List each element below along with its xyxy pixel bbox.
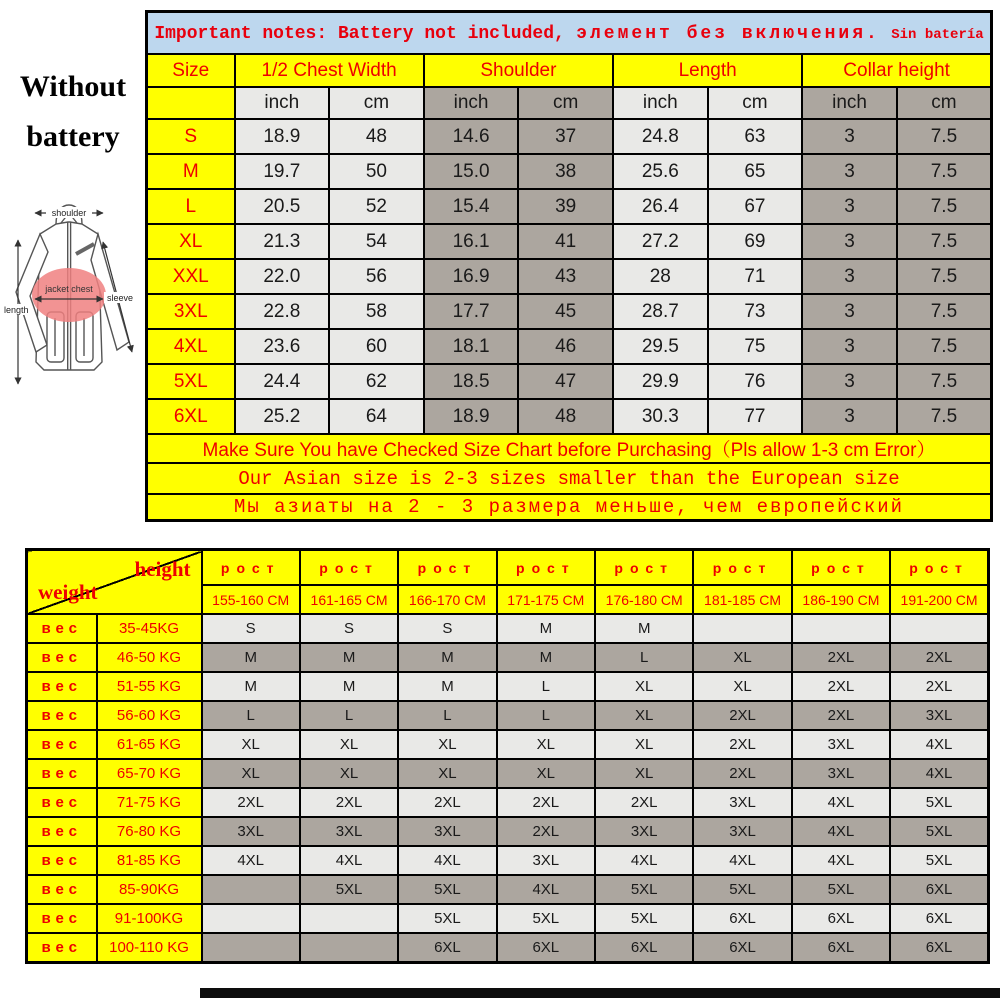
measurement-cell: 75 <box>708 329 803 364</box>
recommended-size-cell: XL <box>497 730 595 759</box>
recommended-size-cell: 4XL <box>300 846 398 875</box>
recommended-size-cell: M <box>202 643 300 672</box>
recommended-size-cell: XL <box>595 759 693 788</box>
recommended-size-cell: 2XL <box>202 788 300 817</box>
fit-table-row <box>27 614 989 643</box>
recommended-size-cell: M <box>497 614 595 643</box>
weight-range-cell: 76-80 KG <box>97 817 202 846</box>
column-group-header-row <box>147 54 992 87</box>
height-range-cell: 176-180 CM <box>595 585 693 614</box>
rost-header-cell: рост <box>300 550 398 586</box>
measurement-cell: 22.8 <box>235 294 330 329</box>
height-range-cell: 186-190 CM <box>792 585 890 614</box>
ves-label-cell: вес <box>27 701 97 730</box>
recommended-size-cell: XL <box>693 643 791 672</box>
measurement-cell: 48 <box>518 399 613 434</box>
measurement-cell: 24.4 <box>235 364 330 399</box>
size-column-header: Size <box>147 54 235 87</box>
measurement-cell: 63 <box>708 119 803 154</box>
recommended-size-cell: M <box>398 643 496 672</box>
recommended-size-cell: 5XL <box>398 904 496 933</box>
recommended-size-cell: S <box>398 614 496 643</box>
rost-header-cell: рост <box>693 550 791 586</box>
without-battery-label <box>4 62 142 161</box>
recommended-size-cell: 2XL <box>497 817 595 846</box>
recommended-size-cell: 5XL <box>595 875 693 904</box>
recommended-size-cell: 4XL <box>202 846 300 875</box>
recommended-size-cell: 4XL <box>792 817 890 846</box>
weight-range-cell: 65-70 KG <box>97 759 202 788</box>
recommended-size-cell: 6XL <box>890 875 988 904</box>
measurement-cell: 18.9 <box>235 119 330 154</box>
size-label-cell: L <box>147 189 235 224</box>
unit-header-cell: inch <box>424 87 519 119</box>
fit-table-row <box>27 875 989 904</box>
fit-table-row <box>27 933 989 963</box>
recommended-size-cell: M <box>398 672 496 701</box>
size-table-section <box>145 10 993 522</box>
recommended-size-cell: 6XL <box>398 933 496 963</box>
recommended-size-cell: 6XL <box>595 933 693 963</box>
size-table-row <box>147 154 992 189</box>
ves-label-cell: вес <box>27 643 97 672</box>
recommended-size-cell: 4XL <box>398 846 496 875</box>
fit-table-row <box>27 846 989 875</box>
recommended-size-cell: XL <box>497 759 595 788</box>
asian-size-note-ru: Мы азиаты на 2 - 3 размера меньше, чем европейский <box>147 494 992 521</box>
measurement-cell: 3 <box>802 189 897 224</box>
measurement-cell: 7.5 <box>897 364 992 399</box>
measurement-cell: 62 <box>329 364 424 399</box>
size-label-cell: 6XL <box>147 399 235 434</box>
measurement-cell: 38 <box>518 154 613 189</box>
recommended-size-cell: 4XL <box>792 788 890 817</box>
ves-label-cell: вес <box>27 875 97 904</box>
chest-column-header: 1/2 Chest Width <box>235 54 424 87</box>
recommended-size-cell: XL <box>202 759 300 788</box>
recommended-size-cell: 4XL <box>595 846 693 875</box>
recommended-size-cell: 6XL <box>693 933 791 963</box>
size-table-row <box>147 329 992 364</box>
unit-header-cell: inch <box>613 87 708 119</box>
measurement-cell: 7.5 <box>897 154 992 189</box>
unit-header-cell: cm <box>708 87 803 119</box>
measurement-cell: 26.4 <box>613 189 708 224</box>
height-range-cell: 171-175 CM <box>497 585 595 614</box>
measurement-cell: 25.2 <box>235 399 330 434</box>
recommended-size-cell: 4XL <box>693 846 791 875</box>
recommended-size-cell: 2XL <box>792 672 890 701</box>
measurement-cell: 47 <box>518 364 613 399</box>
recommended-size-cell: 2XL <box>693 701 791 730</box>
recommended-size-cell: 2XL <box>890 672 988 701</box>
recommended-size-cell: 4XL <box>792 846 890 875</box>
recommended-size-cell: 3XL <box>398 817 496 846</box>
recommended-size-cell: 6XL <box>792 904 890 933</box>
recommended-size-cell: 2XL <box>398 788 496 817</box>
bottom-border-bar <box>200 988 1000 998</box>
size-label-cell: XXL <box>147 259 235 294</box>
recommended-size-cell: 5XL <box>890 788 988 817</box>
recommended-size-cell: 3XL <box>890 701 988 730</box>
measurement-cell: 3 <box>802 399 897 434</box>
weight-range-cell: 85-90KG <box>97 875 202 904</box>
fit-table-row <box>27 730 989 759</box>
fit-table-row <box>27 788 989 817</box>
important-notes-banner <box>147 12 992 55</box>
measurement-cell: 3 <box>802 119 897 154</box>
recommended-size-cell: 2XL <box>595 788 693 817</box>
recommended-size-cell: 5XL <box>890 817 988 846</box>
measurement-cell: 3 <box>802 364 897 399</box>
measurement-cell: 71 <box>708 259 803 294</box>
recommended-size-cell: 5XL <box>792 875 890 904</box>
size-table-row <box>147 224 992 259</box>
recommended-size-cell: 2XL <box>792 643 890 672</box>
recommended-size-cell: 3XL <box>202 817 300 846</box>
measurement-cell: 7.5 <box>897 224 992 259</box>
size-label-cell: 4XL <box>147 329 235 364</box>
banner-text-en: Important notes: Battery not included, <box>154 24 565 44</box>
measurement-cell: 25.6 <box>613 154 708 189</box>
measurement-cell: 64 <box>329 399 424 434</box>
recommended-size-cell: 6XL <box>693 904 791 933</box>
recommended-size-cell <box>693 614 791 643</box>
measurement-cell: 14.6 <box>424 119 519 154</box>
recommended-size-cell: 5XL <box>300 875 398 904</box>
measurement-cell: 30.3 <box>613 399 708 434</box>
rost-header-cell: рост <box>595 550 693 586</box>
measurement-cell: 65 <box>708 154 803 189</box>
measurement-cell: 28 <box>613 259 708 294</box>
rost-header-cell: рост <box>398 550 496 586</box>
note-row-asian-ru <box>147 494 992 521</box>
recommended-size-cell <box>300 904 398 933</box>
recommended-size-cell: 2XL <box>497 788 595 817</box>
ves-label-cell: вес <box>27 788 97 817</box>
size-table <box>145 10 993 522</box>
recommended-size-cell: 6XL <box>890 904 988 933</box>
measurement-cell: 73 <box>708 294 803 329</box>
recommended-size-cell: XL <box>595 701 693 730</box>
collar-column-header: Collar height <box>802 54 991 87</box>
recommended-size-cell: 3XL <box>497 846 595 875</box>
ves-label-cell: вес <box>27 759 97 788</box>
measurement-cell: 17.7 <box>424 294 519 329</box>
measurement-cell: 56 <box>329 259 424 294</box>
measurement-cell: 18.9 <box>424 399 519 434</box>
measurement-cell: 21.3 <box>235 224 330 259</box>
measurement-cell: 7.5 <box>897 259 992 294</box>
measurement-cell: 3 <box>802 329 897 364</box>
ves-label-cell: вес <box>27 817 97 846</box>
size-table-row <box>147 294 992 329</box>
recommended-size-cell: 4XL <box>497 875 595 904</box>
rost-header-cell: рост <box>890 550 988 586</box>
recommended-size-cell: 2XL <box>693 730 791 759</box>
measurement-cell: 60 <box>329 329 424 364</box>
unit-header-cell: cm <box>329 87 424 119</box>
measurement-cell: 18.1 <box>424 329 519 364</box>
empty-corner-cell <box>147 87 235 119</box>
measurement-cell: 18.5 <box>424 364 519 399</box>
recommended-size-cell: S <box>202 614 300 643</box>
unit-header-cell: inch <box>235 87 330 119</box>
measurement-cell: 58 <box>329 294 424 329</box>
recommended-size-cell: L <box>300 701 398 730</box>
measurement-cell: 77 <box>708 399 803 434</box>
recommended-size-cell: XL <box>595 730 693 759</box>
recommended-size-cell: L <box>398 701 496 730</box>
measurement-cell: 3 <box>802 294 897 329</box>
rost-header-cell: рост <box>792 550 890 586</box>
height-range-cell: 181-185 CM <box>693 585 791 614</box>
measurement-cell: 7.5 <box>897 399 992 434</box>
length-label: length <box>4 305 29 315</box>
size-table-row <box>147 364 992 399</box>
measurement-cell: 7.5 <box>897 189 992 224</box>
measurement-cell: 43 <box>518 259 613 294</box>
recommended-size-cell: 3XL <box>595 817 693 846</box>
recommended-size-cell: 3XL <box>792 730 890 759</box>
unit-header-cell: inch <box>802 87 897 119</box>
recommended-size-cell: 3XL <box>693 788 791 817</box>
recommended-size-cell: 3XL <box>693 817 791 846</box>
recommended-size-cell <box>202 904 300 933</box>
measurement-cell: 45 <box>518 294 613 329</box>
recommended-size-cell: L <box>595 643 693 672</box>
recommended-size-cell: L <box>497 672 595 701</box>
recommended-size-cell: M <box>300 643 398 672</box>
jacket-measurement-diagram <box>2 192 142 397</box>
measurement-cell: 22.0 <box>235 259 330 294</box>
measurement-cell: 54 <box>329 224 424 259</box>
fit-table-row <box>27 904 989 933</box>
recommended-size-cell: 6XL <box>890 933 988 963</box>
fit-table-row <box>27 701 989 730</box>
measurement-cell: 29.9 <box>613 364 708 399</box>
measurement-cell: 41 <box>518 224 613 259</box>
measurement-cell: 27.2 <box>613 224 708 259</box>
measurement-cell: 69 <box>708 224 803 259</box>
measurement-cell: 20.5 <box>235 189 330 224</box>
measurement-cell: 7.5 <box>897 294 992 329</box>
recommended-size-cell: M <box>202 672 300 701</box>
without-battery-line2: battery <box>26 119 120 153</box>
shoulder-label: shoulder <box>51 208 87 218</box>
measurement-cell: 19.7 <box>235 154 330 189</box>
weight-range-cell: 46-50 KG <box>97 643 202 672</box>
banner-text-es: Sin batería <box>891 27 984 43</box>
measurement-cell: 28.7 <box>613 294 708 329</box>
measurement-cell: 7.5 <box>897 329 992 364</box>
recommended-size-cell: 2XL <box>890 643 988 672</box>
measurement-cell: 67 <box>708 189 803 224</box>
size-label-cell: M <box>147 154 235 189</box>
recommended-size-cell: 2XL <box>693 759 791 788</box>
size-label-cell: 5XL <box>147 364 235 399</box>
recommended-size-cell <box>792 614 890 643</box>
recommended-size-cell: XL <box>398 730 496 759</box>
weight-range-cell: 35-45KG <box>97 614 202 643</box>
recommended-size-cell: 4XL <box>890 730 988 759</box>
height-range-cell: 166-170 CM <box>398 585 496 614</box>
banner-row <box>147 12 992 55</box>
measurement-cell: 3 <box>802 154 897 189</box>
recommended-size-cell: XL <box>300 759 398 788</box>
height-corner-label: height <box>134 557 191 581</box>
recommended-size-cell: XL <box>398 759 496 788</box>
measurement-cell: 29.5 <box>613 329 708 364</box>
recommended-size-cell: L <box>202 701 300 730</box>
recommended-size-cell: 3XL <box>300 817 398 846</box>
height-range-cell: 191-200 CM <box>890 585 988 614</box>
unit-header-row <box>147 87 992 119</box>
weight-range-cell: 61-65 KG <box>97 730 202 759</box>
recommended-size-cell: XL <box>202 730 300 759</box>
measurement-cell: 16.9 <box>424 259 519 294</box>
recommended-size-cell: 5XL <box>595 904 693 933</box>
measurement-cell: 3 <box>802 224 897 259</box>
fit-table-row <box>27 817 989 846</box>
measurement-cell: 46 <box>518 329 613 364</box>
weight-range-cell: 56-60 KG <box>97 701 202 730</box>
shoulder-column-header: Shoulder <box>424 54 613 87</box>
recommended-size-cell: M <box>497 643 595 672</box>
size-label-cell: XL <box>147 224 235 259</box>
measurement-cell: 24.8 <box>613 119 708 154</box>
size-label-cell: 3XL <box>147 294 235 329</box>
weight-range-cell: 91-100KG <box>97 904 202 933</box>
sleeve-label: sleeve <box>106 293 134 303</box>
recommended-size-cell: 2XL <box>300 788 398 817</box>
measurement-cell: 15.0 <box>424 154 519 189</box>
size-table-row <box>147 119 992 154</box>
recommended-size-cell: XL <box>693 672 791 701</box>
ves-label-cell: вес <box>27 730 97 759</box>
measurement-cell: 76 <box>708 364 803 399</box>
recommended-size-cell: 6XL <box>792 933 890 963</box>
height-weight-corner-cell <box>27 550 202 615</box>
measurement-cell: 37 <box>518 119 613 154</box>
check-size-note: Make Sure You have Checked Size Chart before Purchasing（Pls allow 1-3 cm Error） <box>147 434 992 463</box>
recommended-size-cell: S <box>300 614 398 643</box>
measurement-cell: 23.6 <box>235 329 330 364</box>
recommended-size-cell: M <box>300 672 398 701</box>
measurement-cell: 39 <box>518 189 613 224</box>
height-weight-table <box>25 548 990 964</box>
height-range-cell: 155-160 CM <box>202 585 300 614</box>
measurement-cell: 3 <box>802 259 897 294</box>
recommended-size-cell <box>202 933 300 963</box>
rost-header-row <box>27 550 989 586</box>
recommended-size-cell <box>890 614 988 643</box>
fit-table-section <box>25 548 990 964</box>
unit-header-cell: cm <box>897 87 992 119</box>
recommended-size-cell: 2XL <box>792 701 890 730</box>
measurement-cell: 15.4 <box>424 189 519 224</box>
measurement-cell: 52 <box>329 189 424 224</box>
ves-label-cell: вес <box>27 846 97 875</box>
recommended-size-cell: 3XL <box>792 759 890 788</box>
recommended-size-cell: 5XL <box>693 875 791 904</box>
recommended-size-cell: M <box>595 614 693 643</box>
note-row-check <box>147 434 992 463</box>
recommended-size-cell: 4XL <box>890 759 988 788</box>
measurement-cell: 48 <box>329 119 424 154</box>
weight-range-cell: 100-110 KG <box>97 933 202 963</box>
ves-label-cell: вес <box>27 933 97 963</box>
size-table-row <box>147 259 992 294</box>
jacket-chest-label: jacket chest <box>45 284 93 294</box>
length-column-header: Length <box>613 54 802 87</box>
size-table-row <box>147 189 992 224</box>
rost-header-cell: рост <box>497 550 595 586</box>
jacket-diagram-svg <box>2 192 142 397</box>
weight-range-cell: 81-85 KG <box>97 846 202 875</box>
weight-range-cell: 71-75 KG <box>97 788 202 817</box>
size-table-row <box>147 399 992 434</box>
rost-header-cell: рост <box>202 550 300 586</box>
measurement-cell: 16.1 <box>424 224 519 259</box>
without-battery-line1: Without <box>19 70 127 103</box>
asian-size-note-en: Our Asian size is 2-3 sizes smaller than the European size <box>147 463 992 494</box>
weight-corner-label: weight <box>38 580 98 604</box>
size-label-cell: S <box>147 119 235 154</box>
ves-label-cell: вес <box>27 672 97 701</box>
height-range-cell: 161-165 CM <box>300 585 398 614</box>
note-row-asian-en <box>147 463 992 494</box>
recommended-size-cell: 5XL <box>398 875 496 904</box>
recommended-size-cell: XL <box>595 672 693 701</box>
recommended-size-cell: 5XL <box>890 846 988 875</box>
recommended-size-cell <box>300 933 398 963</box>
recommended-size-cell: L <box>497 701 595 730</box>
ves-label-cell: вес <box>27 904 97 933</box>
unit-header-cell: cm <box>518 87 613 119</box>
fit-table-row <box>27 759 989 788</box>
measurement-cell: 7.5 <box>897 119 992 154</box>
recommended-size-cell <box>202 875 300 904</box>
banner-text-ru: элемент без включения. <box>576 24 880 44</box>
fit-table-row <box>27 672 989 701</box>
chest-highlight-ellipse <box>32 268 106 322</box>
recommended-size-cell: 5XL <box>497 904 595 933</box>
fit-table-row <box>27 643 989 672</box>
ves-label-cell: вес <box>27 614 97 643</box>
measurement-cell: 50 <box>329 154 424 189</box>
recommended-size-cell: 6XL <box>497 933 595 963</box>
weight-range-cell: 51-55 KG <box>97 672 202 701</box>
recommended-size-cell: XL <box>300 730 398 759</box>
